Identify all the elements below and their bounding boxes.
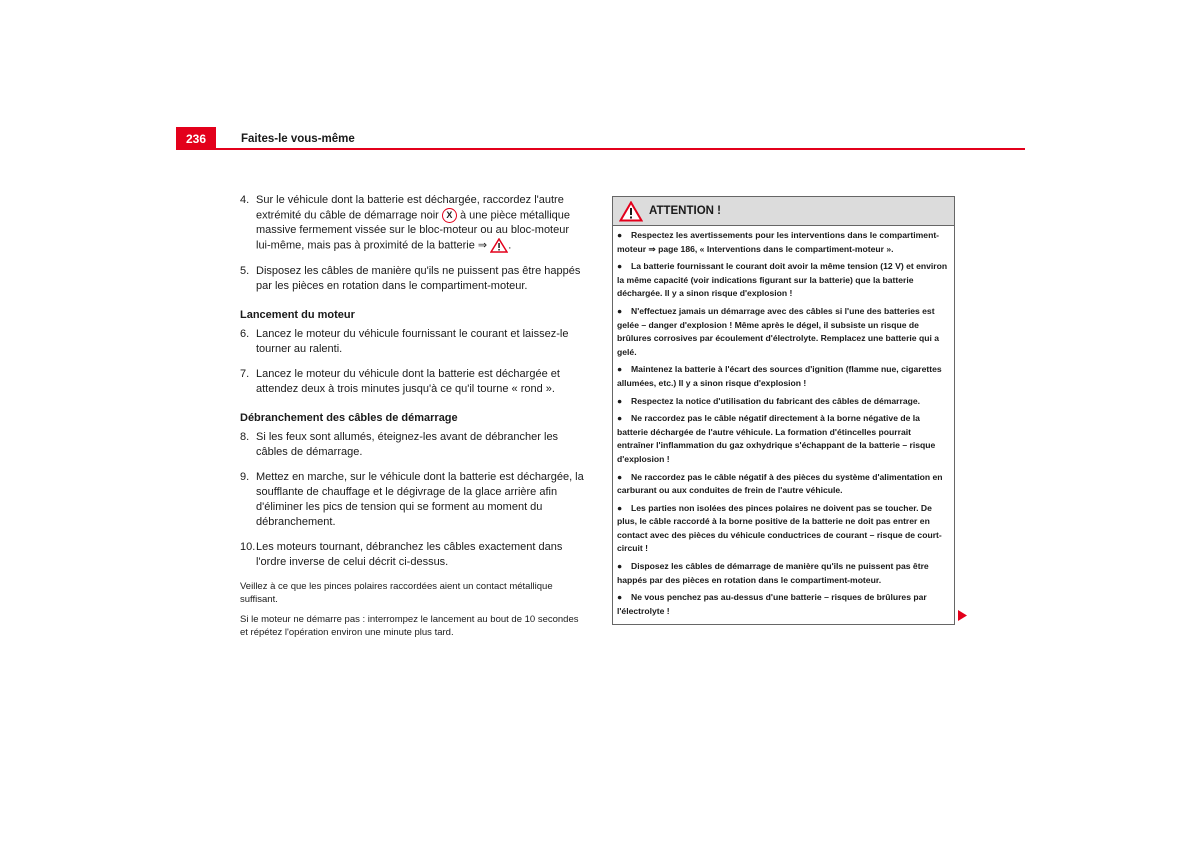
step-number: 5. [240,264,250,277]
warning-bullet: ● Ne raccordez pas le câble négatif directement à la borne négative de la batterie déchargée de l'autre véhicule. La formation d'étincelles pourrait entraîner l'inflammation du gaz oxhydrique s'échappant de la batterie – risque d'explosion ! [617,413,936,464]
continue-arrow-icon [958,610,967,621]
warning-triangle-icon [490,238,508,253]
page-number: 236 [176,127,216,149]
warning-box [612,196,955,625]
warning-body [613,226,954,618]
step-text: Si les feux sont allumés, éteignez-les avant de débrancher les câbles de démarrage. [256,430,559,458]
step-text: Lancez le moteur du véhicule dont la batterie est déchargée et attendez deux à trois minutes jusqu'à ce qu'il tourne « rond ». [256,367,560,395]
warning-header [613,197,954,226]
step-item [240,327,585,357]
instructions-column [240,193,585,640]
warning-bullet: ● Maintenez la batterie à l'écart des sources d'ignition (flamme nue, cigarettes allumées, etc.) Il y a sinon risque d'explosion ! [617,364,942,388]
header-rule [176,148,1025,150]
step-item [240,193,585,254]
warning-bullet: ● Ne raccordez pas le câble négatif à des pièces du système d'alimentation en carburant ou aux conduites de frein de l'autre véhicule. [617,471,943,496]
step-text: Sur le véhicule dont la batterie est déchargée, raccordez l'autre extrémité du câble de démarrage noir X à une pièce métallique massive fermement vissée sur le bloc-moteur ou au bloc-moteur lui-même, mais pas à proximité de la batterie ⇒ . [256,194,571,252]
warning-bullet: ● Respectez la notice d'utilisation du fabricant des câbles de démarrage. [617,395,921,406]
section-title: Faites-le vous-même [241,133,355,145]
step-item [240,264,585,294]
subheading-disconnect: Débranchement des câbles de démarrage [240,411,458,424]
step-text: Les moteurs tournant, débranchez les câbles exactement dans l'ordre inverse de celui décrit ci-dessus. [256,540,563,568]
step-number: 6. [240,327,250,340]
warning-bullet: ● La batterie fournissant le courant doit avoir la même tension (12 V) et environ la même capacité (voir indications figurant sur la batterie) que la batterie déchargée. Il y a sinon risque d'explosion ! [617,261,948,299]
step-text: Lancez le moteur du véhicule fournissant le courant et laissez-le tourner au ralenti. [256,327,569,355]
step-text: Mettez en marche, sur le véhicule dont la batterie est déchargée, la soufflante de chauffage et le dégivrage de la glace arrière afin d'éliminer les pics de tension qui se forment au moment du débranchement. [256,470,584,528]
step-item [240,367,585,397]
step-item [240,430,585,460]
step-item [240,540,585,570]
warning-title: ATTENTION ! [649,205,721,217]
warning-triangle-icon [619,201,643,222]
step-number: 7. [240,367,250,380]
step-number: 8. [240,430,250,443]
warning-bullet: ● Les parties non isolées des pinces polaires ne doivent pas se toucher. De plus, le câble raccordé à la borne positive de la batterie ne doit pas entrer en contact avec des pièces du véhicule conductrices de courant – risque de court-circuit ! [617,502,942,554]
warning-bullet: ● N'effectuez jamais un démarrage avec des câbles si l'une des batteries est gelée – danger d'explosion ! Même après le dégel, il subsiste un risque de brûlures corrosives par écoulement d'électrolyte. Remplacez une batterie qui a gelé. [617,305,940,357]
step-number: 10. [240,540,256,553]
step-text: Disposez les câbles de manière qu'ils ne puissent pas être happés par les pièces en rotation dans le compartiment-moteur. [256,264,581,292]
step-number: 9. [240,470,250,483]
subheading-engine-start: Lancement du moteur [240,308,355,321]
warning-bullet: ● Ne vous penchez pas au-dessus d'une batterie – risques de brûlures par l'électrolyte ! [617,592,927,616]
note-paragraph: Si le moteur ne démarre pas : interrompez le lancement au bout de 10 secondes et répétez l'opération environ une minute plus tard. [240,613,579,639]
negative-clamp-icon: X [442,208,457,223]
warning-bullet: ● Disposez les câbles de démarrage de manière qu'ils ne puissent pas être happés par des pièces en rotation dans le compartiment-moteur. [617,561,929,585]
step-item [240,470,585,530]
step-number: 4. [240,194,250,206]
warning-bullet: ● Respectez les avertissements pour les interventions dans le compartiment-moteur ⇒ page 186, « Interventions dans le compartiment-moteur ». [617,230,940,254]
note-paragraph: Veillez à ce que les pinces polaires raccordées aient un contact métallique suffisant. [240,580,553,606]
